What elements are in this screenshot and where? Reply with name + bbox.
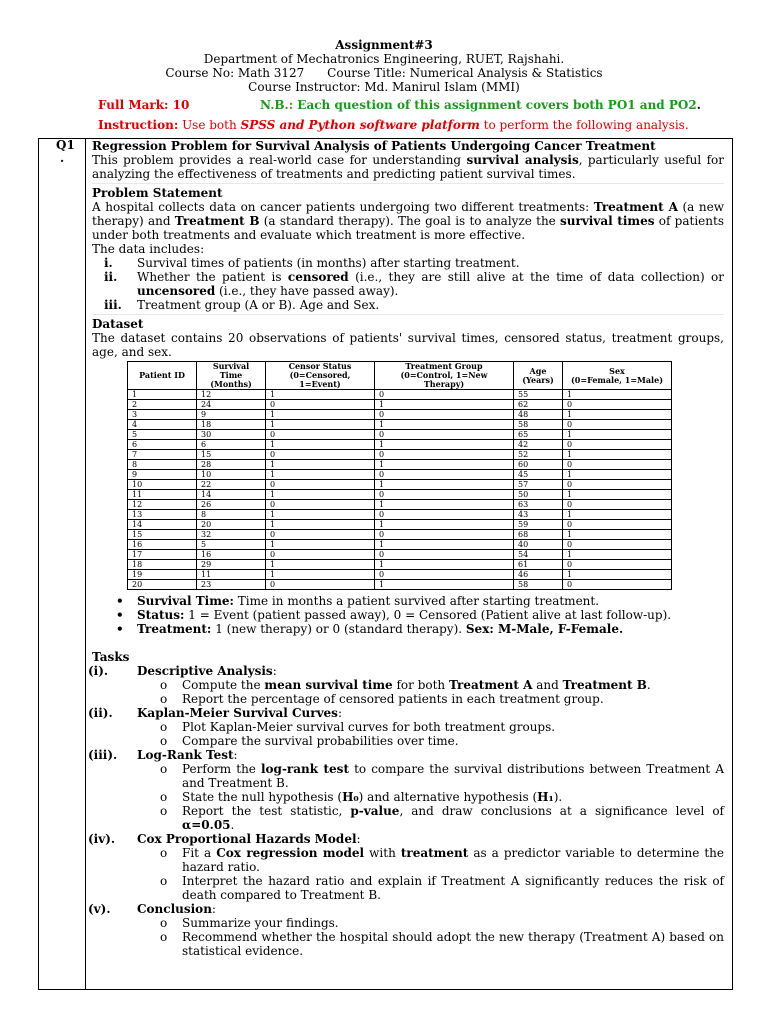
question-number: Q1 . <box>56 138 75 165</box>
table-cell: 12 <box>197 390 266 400</box>
table-cell: 13 <box>128 510 197 520</box>
table-row <box>128 500 672 510</box>
table-cell: 0 <box>563 520 672 530</box>
table-cell: 30 <box>197 430 266 440</box>
table-cell: 20 <box>197 520 266 530</box>
task-3: (iii). Log-Rank Test: <box>88 748 238 762</box>
table-cell: 1 <box>266 540 375 550</box>
table-row <box>128 560 672 570</box>
table-cell: 28 <box>197 460 266 470</box>
table-cell: 1 <box>563 530 672 540</box>
table-row <box>128 400 672 410</box>
table-row <box>128 410 672 420</box>
table-cell: 2 <box>128 400 197 410</box>
table-cell: 0 <box>563 440 672 450</box>
table-cell: 1 <box>375 560 514 570</box>
table-row <box>128 440 672 450</box>
table-cell: 0 <box>563 480 672 490</box>
task-4b: o Interpret the hazard ratio and explain if Treatment A significantly reduces the risk of death compared to Treatment B. <box>92 874 724 902</box>
table-cell: 0 <box>563 420 672 430</box>
table-cell: 58 <box>514 580 563 590</box>
task-2b: o Compare the survival probabilities over time. <box>92 734 724 748</box>
table-cell: 46 <box>514 570 563 580</box>
table-cell: 45 <box>514 470 563 480</box>
table-cell: 0 <box>375 550 514 560</box>
task-5: (v). Conclusion: <box>88 902 216 916</box>
table-cell: 9 <box>128 470 197 480</box>
table-cell: 1 <box>266 420 375 430</box>
table-cell: 48 <box>514 410 563 420</box>
question-title: Regression Problem for Survival Analysis of Patients Undergoing Cancer Treatment <box>92 139 656 153</box>
column-divider <box>85 138 86 990</box>
assignment-title: Assignment#3 <box>335 38 433 52</box>
list-item: • Treatment: 1 (new therapy) or 0 (standard therapy). Sex: M-Male, F-Female. <box>92 622 724 636</box>
table-cell: 16 <box>197 550 266 560</box>
table-cell: 1 <box>563 570 672 580</box>
table-cell: 1 <box>128 390 197 400</box>
course-no: Course No: Math 3127 <box>165 66 305 80</box>
dataset-table <box>127 361 672 590</box>
table-cell: 1 <box>375 440 514 450</box>
table-cell: 10 <box>197 470 266 480</box>
table-cell: 24 <box>197 400 266 410</box>
table-cell: 1 <box>563 510 672 520</box>
list-item: ii. Whether the patient is censored (i.e., they are still alive at the time of data collection) or uncensored (i.e., they have passed away). <box>104 270 724 298</box>
table-cell: 1 <box>375 400 514 410</box>
table-cell: 1 <box>375 480 514 490</box>
variable-bullets <box>92 594 724 636</box>
question-content <box>88 139 725 958</box>
table-cell: 0 <box>375 470 514 480</box>
table-cell: 10 <box>128 480 197 490</box>
table-cell: 23 <box>197 580 266 590</box>
table-cell: 6 <box>197 440 266 450</box>
table-cell: 32 <box>197 530 266 540</box>
table-cell: 40 <box>514 540 563 550</box>
table-cell: 58 <box>514 420 563 430</box>
table-cell: 0 <box>563 400 672 410</box>
task-2: (ii). Kaplan-Meier Survival Curves: <box>88 706 342 720</box>
department-line: Department of Mechatronics Engineering, RUET, Rajshahi. <box>203 52 565 66</box>
table-row <box>128 580 672 590</box>
table-header-cell: Age (Years) <box>514 362 563 390</box>
table-cell: 0 <box>375 510 514 520</box>
table-cell: 1 <box>563 490 672 500</box>
table-cell: 59 <box>514 520 563 530</box>
table-cell: 0 <box>266 430 375 440</box>
table-cell: 0 <box>266 400 375 410</box>
table-cell: 11 <box>197 570 266 580</box>
table-cell: 0 <box>563 500 672 510</box>
list-item: i. Survival times of patients (in months) after starting treatment. <box>104 256 520 270</box>
table-cell: 12 <box>128 500 197 510</box>
table-cell: 1 <box>375 520 514 530</box>
tasks-heading: Tasks <box>92 650 130 664</box>
table-row <box>128 510 672 520</box>
table-cell: 1 <box>266 440 375 450</box>
table-cell: 0 <box>266 480 375 490</box>
table-cell: 22 <box>197 480 266 490</box>
table-row <box>128 470 672 480</box>
table-cell: 63 <box>514 500 563 510</box>
table-cell: 54 <box>514 550 563 560</box>
table-cell: 1 <box>563 550 672 560</box>
table-row <box>128 530 672 540</box>
table-cell: 0 <box>375 430 514 440</box>
table-header-cell: Treatment Group (0=Control, 1=New Therapy) <box>375 362 514 390</box>
data-items <box>92 256 724 312</box>
table-cell: 68 <box>514 530 563 540</box>
table-row <box>128 460 672 470</box>
task-1a: o Compute the mean survival time for both Treatment A and Treatment B. <box>92 678 724 692</box>
dataset-description: The dataset contains 20 observations of patients' survival times, censored status, treatment groups, age, and sex. <box>92 331 724 359</box>
table-cell: 5 <box>197 540 266 550</box>
table-cell: 9 <box>197 410 266 420</box>
table-cell: 16 <box>128 540 197 550</box>
table-cell: 1 <box>266 390 375 400</box>
table-cell: 3 <box>128 410 197 420</box>
table-cell: 0 <box>375 390 514 400</box>
table-cell: 1 <box>563 470 672 480</box>
table-cell: 18 <box>128 560 197 570</box>
table-cell: 1 <box>375 500 514 510</box>
table-cell: 6 <box>128 440 197 450</box>
table-cell: 1 <box>266 560 375 570</box>
table-row <box>128 550 672 560</box>
course-line <box>0 66 768 81</box>
table-cell: 1 <box>266 570 375 580</box>
table-cell: 42 <box>514 440 563 450</box>
table-cell: 1 <box>266 490 375 500</box>
table-cell: 1 <box>266 470 375 480</box>
table-row <box>128 490 672 500</box>
table-header-cell: Patient ID <box>128 362 197 390</box>
table-cell: 62 <box>514 400 563 410</box>
dataset-heading: Dataset <box>92 317 144 331</box>
table-cell: 50 <box>514 490 563 500</box>
course-title: Course Title: Numerical Analysis & Statistics <box>327 66 603 80</box>
table-cell: 17 <box>128 550 197 560</box>
table-cell: 1 <box>375 540 514 550</box>
table-cell: 15 <box>197 450 266 460</box>
list-item: iii. Treatment group (A or B). Age and Sex. <box>104 298 380 312</box>
table-row <box>128 420 672 430</box>
list-item: • Status: 1 = Event (patient passed away), 0 = Censored (Patient alive at last follow-up). <box>92 608 724 622</box>
table-cell: 8 <box>197 510 266 520</box>
table-cell: 1 <box>563 450 672 460</box>
table-cell: 4 <box>128 420 197 430</box>
table-cell: 1 <box>375 420 514 430</box>
table-cell: 19 <box>128 570 197 580</box>
table-header-cell: Censor Status (0=Censored, 1=Event) <box>266 362 375 390</box>
table-cell: 0 <box>563 560 672 570</box>
task-3b: o State the null hypothesis (H₀) and alternative hypothesis (H₁). <box>92 790 724 804</box>
table-cell: 11 <box>128 490 197 500</box>
table-cell: 1 <box>563 410 672 420</box>
task-1b: o Report the percentage of censored patients in each treatment group. <box>92 692 724 706</box>
table-cell: 1 <box>563 430 672 440</box>
table-cell: 60 <box>514 460 563 470</box>
task-4a: o Fit a Cox regression model with treatment as a predictor variable to determine the hazard ratio. <box>92 846 724 874</box>
table-cell: 1 <box>375 460 514 470</box>
table-cell: 1 <box>266 460 375 470</box>
table-row <box>128 430 672 440</box>
table-cell: 29 <box>197 560 266 570</box>
table-row <box>128 390 672 400</box>
table-cell: 0 <box>563 540 672 550</box>
full-mark: Full Mark: 10 <box>98 98 190 112</box>
table-cell: 7 <box>128 450 197 460</box>
table-row <box>128 570 672 580</box>
table-cell: 52 <box>514 450 563 460</box>
list-item: • Survival Time: Time in months a patient survived after starting treatment. <box>92 594 724 608</box>
table-cell: 1 <box>563 390 672 400</box>
table-cell: 1 <box>375 580 514 590</box>
table-cell: 1 <box>266 520 375 530</box>
table-cell: 26 <box>197 500 266 510</box>
intro-paragraph: This problem provides a real-world case for understanding survival analysis, particularly useful for analyzing the effectiveness of treatments and predicting patient survival times. <box>92 153 724 181</box>
table-cell: 61 <box>514 560 563 570</box>
problem-statement: A hospital collects data on cancer patients undergoing two different treatments: Treatment A (a new therapy) and Treatment B (a standard therapy). The goal is to analyze the survival times of patients under both treatments and evaluate which treatment is more effective. <box>92 200 724 242</box>
task-1: (i). Descriptive Analysis: <box>88 664 277 678</box>
table-cell: 0 <box>266 450 375 460</box>
table-cell: 0 <box>375 450 514 460</box>
task-5b: o Recommend whether the hospital should adopt the new therapy (Treatment A) based on statistical evidence. <box>92 930 724 958</box>
task-2a: o Plot Kaplan-Meier survival curves for both treatment groups. <box>92 720 724 734</box>
instructor-line: Course Instructor: Md. Manirul Islam (MMI) <box>248 80 520 94</box>
table-cell: 8 <box>128 460 197 470</box>
data-includes: The data includes: <box>92 242 205 256</box>
table-row <box>128 450 672 460</box>
table-header-cell: Sex (0=Female, 1=Male) <box>563 362 672 390</box>
task-3a: o Perform the log-rank test to compare the survival distributions between Treatment A and Treatment B. <box>92 762 724 790</box>
task-3c: o Report the test statistic, p-value, and draw conclusions at a significance level of α=0.05. <box>92 804 724 832</box>
table-row <box>128 480 672 490</box>
table-cell: 1 <box>266 510 375 520</box>
instruction-line: Instruction: Use both SPSS and Python software platform to perform the following analysis. <box>98 118 689 132</box>
table-cell: 14 <box>128 520 197 530</box>
table-cell: 65 <box>514 430 563 440</box>
table-cell: 5 <box>128 430 197 440</box>
table-cell: 0 <box>563 460 672 470</box>
table-cell: 15 <box>128 530 197 540</box>
table-cell: 0 <box>266 530 375 540</box>
table-cell: 0 <box>375 570 514 580</box>
table-cell: 0 <box>375 530 514 540</box>
nb-note: N.B.: Each question of this assignment covers both PO1 and PO2. <box>260 98 701 112</box>
problem-heading: Problem Statement <box>92 186 223 200</box>
table-cell: 1 <box>266 410 375 420</box>
table-cell: 43 <box>514 510 563 520</box>
table-header-cell: Survival Time (Months) <box>197 362 266 390</box>
table-cell: 0 <box>266 500 375 510</box>
table-cell: 14 <box>197 490 266 500</box>
table-cell: 20 <box>128 580 197 590</box>
table-row <box>128 520 672 530</box>
table-cell: 0 <box>563 580 672 590</box>
table-cell: 0 <box>375 490 514 500</box>
table-row <box>128 540 672 550</box>
table-cell: 0 <box>266 580 375 590</box>
task-5a: o Summarize your findings. <box>92 916 724 930</box>
table-cell: 0 <box>375 410 514 420</box>
table-cell: 0 <box>266 550 375 560</box>
task-4: (iv). Cox Proportional Hazards Model: <box>88 832 361 846</box>
table-cell: 57 <box>514 480 563 490</box>
table-cell: 55 <box>514 390 563 400</box>
table-cell: 18 <box>197 420 266 430</box>
